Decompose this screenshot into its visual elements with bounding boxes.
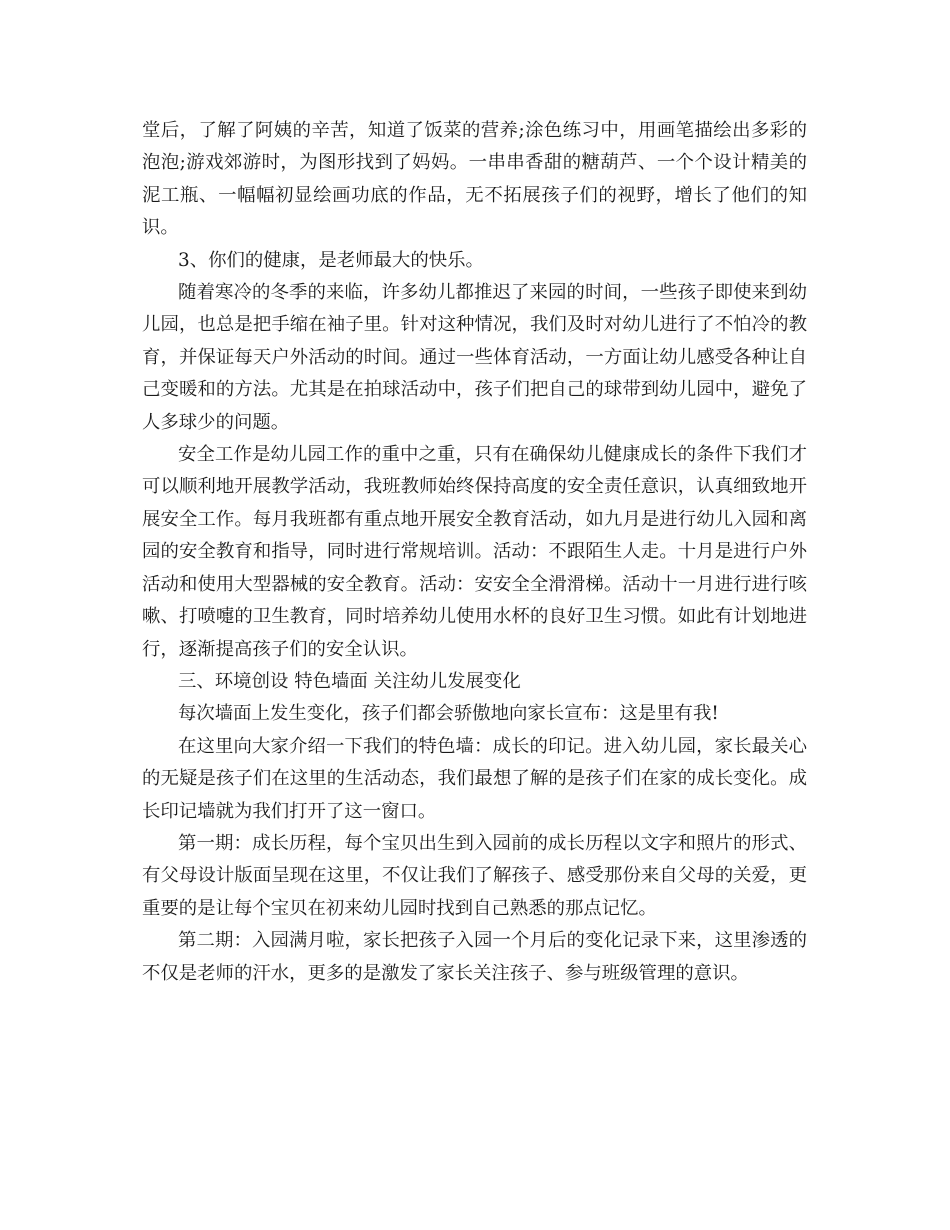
paragraph-health-heading: 3、你们的健康，是老师最大的快乐。	[178, 249, 484, 271]
paragraph-feature-wall: 在这里向大家介绍一下我们的特色墙：成长的印记。进入幼儿园，家长最关心的无疑是孩子们在这里的生活动态，我们最想了解的是孩子们在家的成长变化。成长印记墙就为我们打开了这一窗口。	[142, 735, 807, 822]
paragraph-wall-change: 每次墙面上发生变化，孩子们都会骄傲地向家长宣布：这是里有我!	[178, 703, 719, 725]
section-heading-environment: 三、环境创设 特色墙面 关注幼儿发展变化	[178, 670, 521, 692]
paragraph-winter: 随着寒冷的冬季的来临，许多幼儿都推迟了来园的时间，一些孩子即使来到幼儿园，也总是把手缩在袖子里。针对这种情况，我们及时对幼儿进行了不怕冷的教育，并保证每天户外活动的时间。通过一些体育活动，一方面让幼儿感受各种让自己变暖和的方法。尤其是在拍球活动中，孩子们把自己的球带到幼儿园中，避免了人多球少的问题。	[142, 282, 807, 433]
paragraph-continuation: 堂后，了解了阿姨的辛苦，知道了饭菜的营养;涂色练习中，用画笔描绘出多彩的泡泡;游戏郊游时，为图形找到了妈妈。一串串香甜的糖葫芦、一个个设计精美的泥工瓶、一幅幅初显绘画功底的作品，无不拓展孩子们的视野，增长了他们的知识。	[142, 120, 807, 239]
paragraph-safety: 安全工作是幼儿园工作的重中之重，只有在确保幼儿健康成长的条件下我们才可以顺利地开展教学活动，我班教师始终保持高度的安全责任意识，认真细致地开展安全工作。每月我班都有重点地开展安全教育活动，如九月是进行幼儿入园和离园的安全教育和指导，同时进行常规培训。活动：不跟陌生人走。十月是进行户外活动和使用大型器械的安全教育。活动：安安全全滑滑梯。活动十一月进行进行咳嗽、打喷嚏的卫生教育，同时培养幼儿使用水杯的良好卫生习惯。如此有计划地进行，逐渐提高孩子们的安全认识。	[142, 444, 807, 660]
paragraph-phase-two: 第二期：入园满月啦，家长把孩子入园一个月后的变化记录下来，这里渗透的不仅是老师的汗水，更多的是激发了家长关注孩子、参与班级管理的意识。	[142, 930, 807, 984]
paragraph-phase-one: 第一期：成长历程，每个宝贝出生到入园前的成长历程以文字和照片的形式、有父母设计版面呈现在这里，不仅让我们了解孩子、感受那份来自父母的关爱，更重要的是让每个宝贝在初来幼儿园时找到自己熟悉的那点记忆。	[142, 832, 807, 919]
document-body	[142, 115, 807, 990]
